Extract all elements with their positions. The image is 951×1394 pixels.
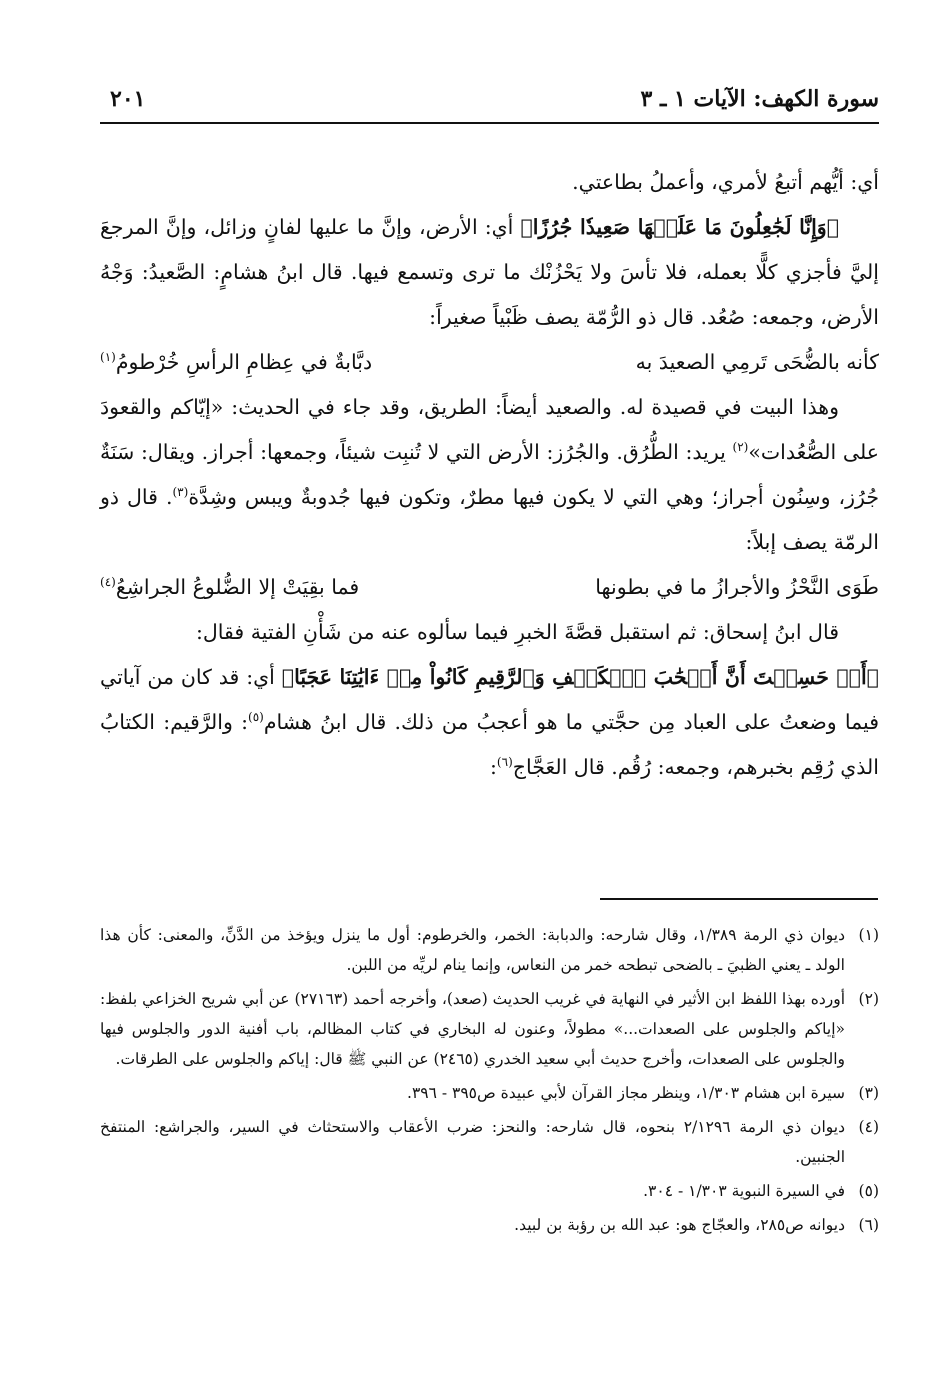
footnote-5-text: في السيرة النبوية ١/٣٠٣ - ٣٠٤. [643, 1182, 845, 1200]
paragraph-2 [100, 205, 879, 340]
footnote-ref-4[interactable]: (٤) [100, 575, 116, 590]
footnote-ref-6[interactable]: (٦) [496, 755, 513, 770]
paragraph-5-text: أي: قد كان من آياتي فيما وضعتُ على العباد مِن حجَّتي ما هو أعجبُ من ذلك. قال ابنُ هشام [100, 665, 879, 734]
footnote-1-text: ديوان ذي الرمة ١/٣٨٩، وقال شارحه: والدبابة: الخمر، والخرطوم: أول ما ينزل ويؤخذ من الدَّنِّ، والمعنى: كأن هذا الولد ـ يعني الظبيَ ـ بالضحى تبطحه خمر من النعاس، وإنما ينام لريِّه من اللبن. [100, 926, 845, 974]
footnote-6-number: (٦) [858, 1216, 879, 1234]
footnotes [100, 920, 879, 1244]
quran-verse-1: ﴿وَإِنَّا لَجَٰعِلُونَ مَا عَلَيۡهَا صَعِيدٗا جُرُزًا﴾ [520, 215, 840, 239]
verse-1-first-hemistich: كأنه بالضُّحَى تَرمِي الصعيدَ به [635, 350, 879, 374]
footnote-3-number: (٣) [858, 1084, 879, 1102]
footnote-3-text: سيرة ابن هشام ١/٣٠٣، وينظر مجاز القرآن لأبي عبيدة ص٣٩٥ - ٣٩٦. [407, 1084, 845, 1102]
poetry-verse-2 [100, 565, 879, 610]
paragraph-3 [100, 385, 879, 565]
footnote-4 [100, 1112, 879, 1172]
footnote-2 [100, 984, 879, 1074]
quran-verse-2: ﴿أَمۡ حَسِبۡتَ أَنَّ أَصۡحَٰبَ ٱلۡكَهۡفِ وَٱلرَّقِيمِ كَانُواْ مِنۡ ءَايَٰتِنَا عَجَبًا﴾ [281, 665, 879, 689]
footnote-6-text: ديوانه ص٢٨٥، والعجّاج هو: عبد الله بن رؤبة بن لبيد. [514, 1216, 845, 1234]
footnote-2-text: أورده بهذا اللفظ ابن الأثير في النهاية في غريب الحديث (صعد)، وأخرجه أحمد (٢٧١٦٣) عن أبي شريح الخزاعي بلفظ: «إياكم والجلوس على الصعدات...» مطولاً، وعنون له البخاري في كتاب المظالم، باب أفنية الدور والجلوس فيها والجلوس على الصعدات، وأخرج حديث أبي سعيد الخدري (٢٤٦٥) عن النبي ﷺ قال: إياكم والجلوس على الطرقات. [100, 990, 846, 1068]
verse-1-second-hemistich [100, 340, 372, 385]
poetry-verse-1 [100, 340, 879, 385]
paragraph-4: قال ابنُ إسحاق: ثم استقبل قصَّةَ الخبرِ فيما سألوه عنه من شَأْنِ الفتية فقال: [196, 620, 839, 644]
footnote-2-number: (٢) [858, 990, 879, 1008]
verse-2-first-hemistich: طَوَى النَّحْزُ والأجرازُ ما في بطونها [595, 575, 879, 599]
paragraph-5 [100, 655, 879, 790]
footnote-ref-3[interactable]: (٣) [172, 485, 189, 500]
footnote-divider [600, 898, 878, 900]
verse-2-second-text: فما بقِيَتْ إلا الضُّلوعُ الجراشِعُ [115, 575, 360, 599]
footnote-3 [100, 1078, 879, 1108]
page-number: ٢٠١ [110, 86, 146, 112]
surah-title: سورة الكهف: الآيات ١ ـ ٣ [640, 86, 879, 112]
paragraph-2-text: أي: الأرض، وإنَّ ما عليها لفانٍ وزائل، وإنَّ المرجعَ إليَّ فأجزي كلًّا بعمله، فلا تأسَ ولا يَحْزُنْك ما ترى وتسمع فيها. قال ابنُ هشامٍ: الصَّعيدُ: وَجْهُ الأرض، وجمعه: صُعُد. قال ذو الرُّمّة يصف ظَبْياً صغيراً: [100, 215, 879, 329]
footnote-ref-2[interactable]: (٢) [732, 440, 749, 455]
paragraph-5-text-3: : [490, 755, 497, 779]
paragraph-5-text-2: : والرَّقيم: الكتابُ الذي رُقِم بخبرهم، وجمعه: رُقُم. قال العَجَّاج [100, 710, 879, 779]
verse-2-second-hemistich [100, 565, 359, 610]
footnote-5-number: (٥) [858, 1182, 879, 1200]
footnote-5 [100, 1176, 879, 1206]
footnote-6 [100, 1210, 879, 1240]
footnote-4-number: (٤) [858, 1118, 879, 1136]
paragraph-3-b: يريد: الطُّرُق. والجُرُز: الأرض التي لا تُنبِت شيئاً، وجمعها: أجراز. ويقال: سَنَةٌ جُرُز، وسِنُون أجراز؛ وهي التي لا يكون فيها مطرٌ، وتكون فيها جُدوبةٌ ويبس وشِدَّة [100, 440, 879, 509]
footnote-1-number: (١) [858, 926, 879, 944]
paragraph-3-c: . قال ذو الرمّة يصف إبلاً: [100, 485, 879, 554]
footnote-1 [100, 920, 879, 980]
footnote-ref-1[interactable]: (١) [100, 350, 116, 365]
running-header [100, 82, 879, 122]
main-text [100, 160, 879, 790]
footnote-ref-5[interactable]: (٥) [248, 710, 264, 725]
header-divider [100, 122, 879, 124]
paragraph-1: أي: أيُّهم أتبعُ لأمري، وأعملُ بطاعتي. [572, 170, 879, 194]
footnote-4-text: ديوان ذي الرمة ٢/١٢٩٦ بنحوه، قال شارحه: والنحز: ضرب الأعقاب والاستحثاث في السير، والجراشع: المنتفخ الجنبين. [100, 1118, 845, 1166]
paragraph-3-a: وهذا البيت في قصيدة له. والصعيد أيضاً: الطريق، وقد جاء في الحديث: «إيّاكم والقعودَ على الصُّعُدات» [100, 395, 880, 464]
verse-1-second-text: دبَّابةٌ في عِظامِ الرأسِ خُرْطومُ [115, 350, 373, 374]
